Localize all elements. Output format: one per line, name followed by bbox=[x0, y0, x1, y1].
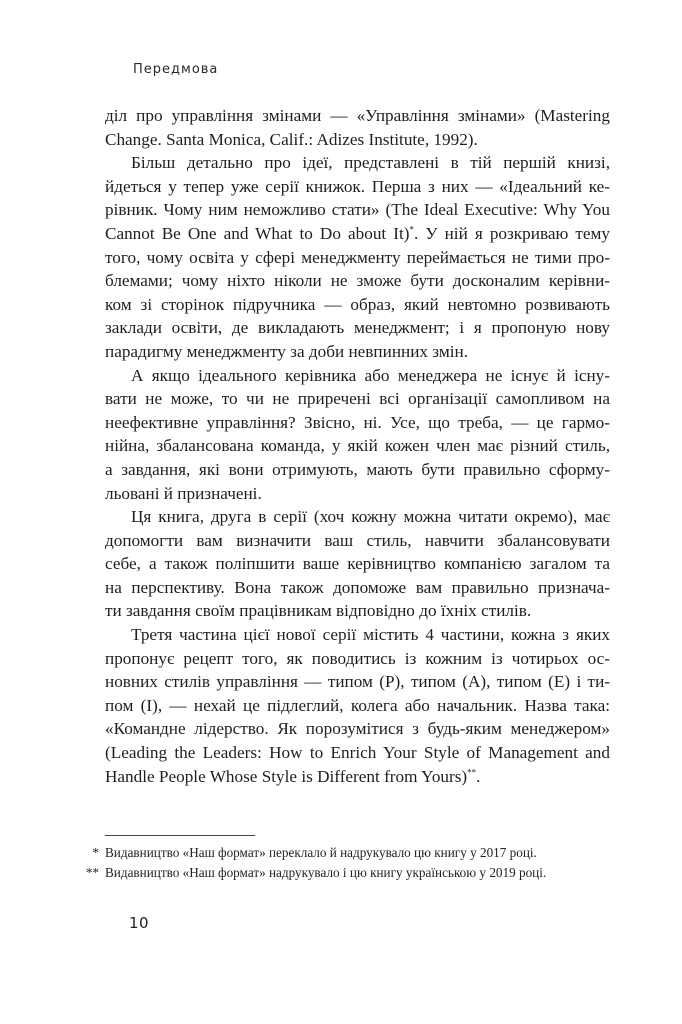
text-line: себе, а також поліпшити ваше керівництво компанією загалом та bbox=[105, 554, 610, 574]
text-line: на перспективу. Вона також допоможе вам правильно признача- bbox=[105, 577, 610, 597]
body-text bbox=[105, 104, 610, 788]
footnote-marker: ** bbox=[467, 766, 477, 777]
page-number: 10 bbox=[129, 914, 150, 932]
text-line: Ця книга, друга в серії (хоч кожну можна читати окремо), має bbox=[131, 507, 610, 527]
text-line: йдеться у тепер уже серії книжок. Перша з них — «Ідеальний ке- bbox=[105, 176, 610, 196]
text-run: Handle People Whose Style is Different from Yours) bbox=[105, 766, 468, 786]
footnote-text: Видавництво «Наш формат» переклало й надрукувало цю книгу у 2017 році. bbox=[105, 845, 537, 860]
paragraph bbox=[105, 364, 610, 506]
text-line: неефективне управління? Звісно, ні. Усе, що треба, — це гармо- bbox=[105, 412, 610, 432]
text-line: Третя частина цієї нової серії містить 4 частини, кожна з яких bbox=[131, 625, 610, 645]
text-line: А якщо ідеального керівника або менеджера не існує й існу- bbox=[131, 365, 610, 385]
text-line: а завдання, які вони отримують, мають бути правильно сформу- bbox=[105, 459, 610, 479]
text-line: ти завдання своїм працівникам відповідно до їхніх стилів. bbox=[105, 601, 532, 621]
text-line: (Leading the Leaders: How to Enrich Your Style of Management and bbox=[105, 743, 610, 763]
running-head: Передмова bbox=[133, 62, 219, 77]
footnote bbox=[80, 843, 610, 863]
text-line: допомогти вам визначити ваш стиль, навчити збалансовувати bbox=[105, 530, 610, 550]
paragraph bbox=[105, 151, 610, 363]
paragraph bbox=[105, 623, 610, 788]
paragraph bbox=[105, 505, 610, 623]
text-run: Cannot Be One and What to Do about It) bbox=[105, 223, 410, 243]
text-line: нійна, збалансована команда, у якій кожен член має різний стиль, bbox=[105, 436, 610, 456]
paragraph bbox=[105, 104, 610, 151]
text-line: блемами; чому ніхто ніколи не зможе бути досконалим керівни- bbox=[105, 271, 610, 291]
footnote-marker: * bbox=[409, 224, 414, 235]
text-line: пом (I), — нехай це підлеглий, колега або начальник. Назва така: bbox=[105, 695, 610, 715]
text-line: рівник. Чому ним неможливо стати» (The Ideal Executive: Why You bbox=[105, 200, 610, 220]
footnotes bbox=[80, 843, 610, 883]
text-line: льовані й призначені. bbox=[105, 483, 262, 503]
text-line: Більш детально про ідеї, представлені в тій першій книзі, bbox=[131, 153, 610, 173]
footnote-divider bbox=[105, 835, 255, 836]
text-line: ком зі сторінок підручника — образ, який невтомно розвивають bbox=[105, 294, 610, 314]
text-line bbox=[105, 765, 610, 789]
text-run: . bbox=[476, 766, 481, 786]
text-line: Change. Santa Monica, Calif.: Adizes Institute, 1992). bbox=[105, 129, 478, 149]
footnote-mark: * bbox=[92, 845, 99, 860]
footnote-mark: ** bbox=[85, 865, 99, 880]
text-line: парадигму менеджменту за доби невпинних змін. bbox=[105, 341, 468, 361]
text-line: новних стилів управління — типом (P), типом (A), типом (E) і ти- bbox=[105, 672, 610, 692]
footnote-text: Видавництво «Наш формат» надрукувало і цю книгу українською у 2019 році. bbox=[105, 865, 547, 880]
text-line: «Командне лідерство. Як порозумітися з будь-яким менеджером» bbox=[105, 719, 610, 739]
text-line: вати не може, то чи не приречені всі організації самопливом на bbox=[105, 389, 610, 409]
footnote bbox=[80, 863, 610, 883]
text-line: діл про управління змінами — «Управління змінами» (Mastering bbox=[105, 106, 610, 125]
text-line: пропонує рецепт того, як поводитись із кожним із чотирьох ос- bbox=[105, 648, 610, 668]
text-line: того, чому освіта у сфері менеджменту переймається не тими про- bbox=[105, 247, 610, 267]
text-line bbox=[105, 222, 610, 246]
text-run: . У ній я розкриваю тему bbox=[413, 223, 610, 243]
text-line: заклади освіти, де викладають менеджмент; і я пропоную нову bbox=[105, 318, 610, 338]
